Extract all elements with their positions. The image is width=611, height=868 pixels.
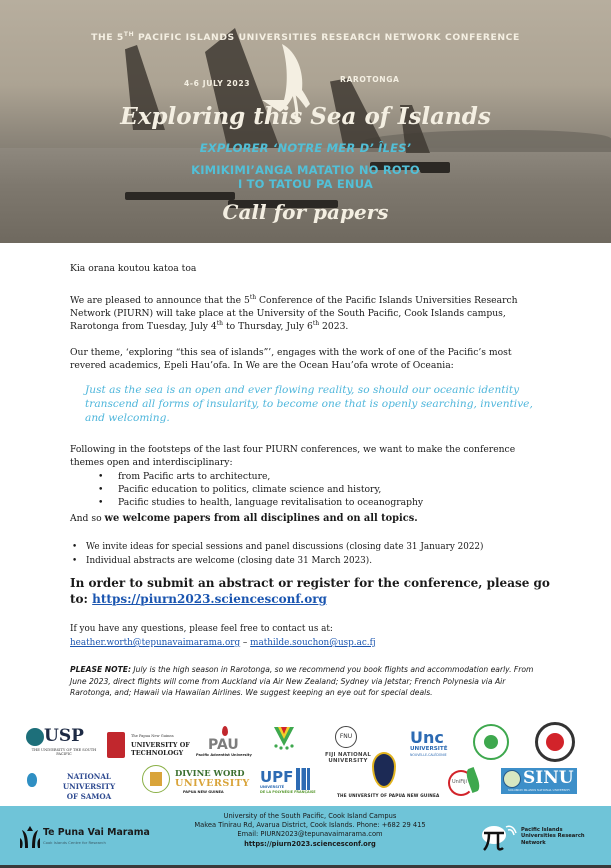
themes-list [98,470,538,509]
unitech-logo-text: UNIVERSITY OF TECHNOLOGY [131,741,190,757]
footer-left-title: Te Puna Vai Marama [43,827,150,838]
upf-logo-sub2: DE LA POLYNÉSIE FRANÇAISE [260,790,316,794]
fnu-logo-icon: FNU [335,726,357,748]
sinu-logo-text: SINU [523,768,574,788]
conference-location: RAROTONGA [340,75,400,84]
piurn-pi-icon [480,823,518,853]
footer-address-block [130,812,490,849]
upng-logo-text: THE UNIVERSITY OF PAPUA NEW GUINEA [337,793,440,798]
following-paragraph: Following in the footsteps of the last four PIURN conferences, we want to make the conference themes open and interdisciplinary: [70,444,516,468]
footer-address-line1: University of the South Pacific, Cook Island Campus [223,812,397,820]
usp-logo-sub: THE UNIVERSITY OF THE SOUTH PACIFIC [31,748,97,757]
nus-logo-text: NATIONAL UNIVERSITY OF SAMOA [62,772,116,801]
dwu-logo-line2: UNIVERSITY [175,778,250,789]
contact-block: If you have any questions, please feel free to contact us at: heather.worth@tepunavaimarama.org – mathilde.souchon@usp.ac.fj [70,622,550,650]
title-maori-line1: KIMIKIMI’ANGA MATATIO NO ROTO [191,163,420,177]
list-item: • We invite ideas for special sessions and panel discussions (closing date 31 January 2022) [70,540,550,554]
email-link-mathilde[interactable]: mathilde.souchon@usp.ac.fj [250,638,376,648]
announcement-paragraph: We are pleased to announce that the 5th Conference of the Pacific Islands Universities Research Network (PIURN) will take place at the University of the South Pacific, Cook Islands campus, Rarotonga from Tuesday, July 4th to Thursday, July 6th 2023. [70,293,518,332]
list-item: • Pacific education to politics, climate science and history, [98,483,538,496]
unc-logo-text: Unc [410,728,444,747]
upf-logo-sub: UNIVERSITÉ [260,785,285,789]
list-item: • from Pacific arts to architecture, [98,470,538,483]
main-title: Exploring this Sea of Islands [120,103,491,130]
contact-text: If you have any questions, please feel free to contact us at: [70,624,333,634]
usp-logo-icon [26,728,44,746]
conference-dates: 4-6 JULY 2023 [184,79,251,88]
unitech-logo-small: The Papua New Guinea [131,734,174,738]
dwu-logo-line1: DIVINE WORD [175,768,245,778]
upng-shield-icon [372,752,396,788]
sinu-logo-sub: SOLOMON ISLANDS NATIONAL UNIVERSITY [508,789,570,792]
email-link-heather[interactable]: heather.worth@tepunavaimarama.org [70,638,241,648]
greeting: Kia orana koutou katoa toa [70,263,197,274]
call-for-papers-heading: Call for papers [222,200,389,224]
title-french: EXPLORER ‘NOTRE MER D’ ÎLES’ [199,141,412,155]
list-item: • Pacific studies to health, language revitalisation to oceanography [98,496,538,509]
pau-logo-sub: Pacific Adventist University [196,753,252,757]
footer-right-text: Pacific Islands Universities Research Network [521,827,585,846]
footer-address-line2: Makea Tinirau Rd, Avarua District, Cook Islands. Phone: +682 29 415 [194,821,426,830]
dwu-logo-line3: PAPUA NEW GUINEA [183,790,224,794]
nus-logo-icon [27,773,37,787]
footer-url-link[interactable]: https://piurn2023.sciencesconf.org [244,839,376,848]
dwu-seal-icon [142,765,170,793]
fnu-logo-text: FIJI NATIONAL UNIVERSITY [324,752,372,765]
goroka-seal-icon [535,722,575,762]
usp-logo-text: USP [44,726,84,746]
canoe-hull [125,192,235,200]
pau-flame-icon [222,726,228,736]
unitech-logo-icon [107,732,125,758]
unc-logo-sub: UNIVERSITÉ [410,746,448,752]
travel-note: PLEASE NOTE: July is the high season in Rarotonga, so we recommend you book flights and accommodation early. From June 2023, direct flights will come from Auckland via Air New Zealand; Sydney via Jetstar; French Polynesia via Air Rarotonga, and; Hawaii via Hawaiian Airlines. We suggest keeping an eye out for special deals. [70,665,534,697]
hauofa-quote: Just as the sea is an open and ever flowing reality, so should our oceanic identity transcend all forms of insularity, to become one that is openly searching, inventive, and welcoming. [85,384,533,424]
upf-logo-icon [296,768,310,790]
unc-logo-sub2: NOUVELLE-CALÉDONIE [410,753,447,757]
university-emblem-icon [273,726,295,750]
sinu-seal-icon [503,770,521,788]
list-item: • Individual abstracts are welcome (closing date 31 March 2023). [70,554,550,568]
submission-link[interactable]: https://piurn2023.sciencesconf.org [92,592,327,606]
upf-logo-text: UPF [260,768,294,786]
footer-email[interactable]: Email: PIURN2023@tepunavaimarama.com [237,830,383,839]
conference-title: THE 5TH PACIFIC ISLANDS UNIVERSITIES RESEARCH NETWORK CONFERENCE [91,31,520,44]
footer-left-subtitle: Cook Islands Centre for Research [43,840,106,845]
deadlines-list [70,540,550,568]
title-maori-line2: I TO TATOU PA ENUA [237,177,374,191]
header-banner [0,0,611,243]
unifiji-logo-text: UniFiji [452,779,467,785]
welcome-line: And so we welcome papers from all disciplines and on all topics. [70,513,418,524]
pau-logo-text: PAU [208,737,239,753]
submit-instructions: In order to submit an abstract or register for the conference, please go to: https://piurn2023.sciencesconf.org [70,576,550,606]
theme-paragraph: Our theme, ‘exploring “this sea of islands”’, engages with the work of one of the Pacific’s most revered academics, Epeli Hau’ofa. In We are the Ocean Hau’ofa wrote of Oceania: [70,347,512,371]
research-institute-seal-icon [473,724,509,760]
te-puna-vai-marama-icon [20,826,40,848]
